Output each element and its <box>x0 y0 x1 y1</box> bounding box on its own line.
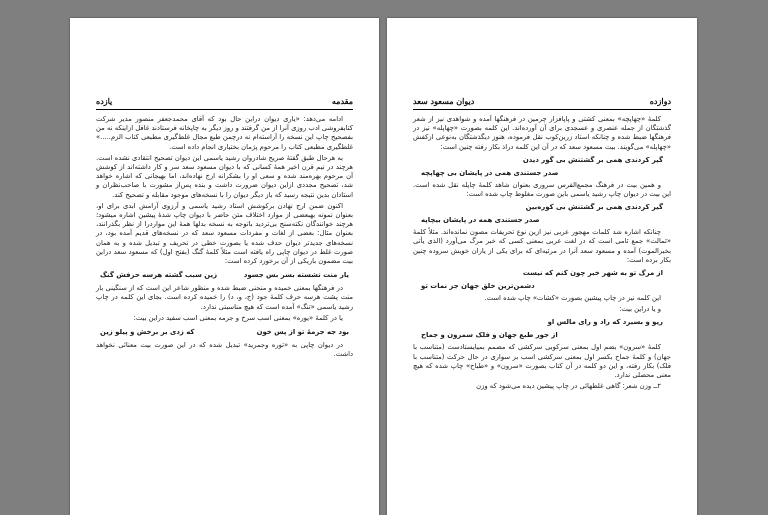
header-title: مقدمه <box>331 96 353 106</box>
page-left <box>70 18 379 515</box>
paragraph: در دیوان چاپی به «توره وجمرید» تبدیل شده که در این صورت بیت معنائی نخواهد داشت. <box>96 341 353 359</box>
paragraph: چنانکه اشاره شد کلمات مهجور عربی نیز ازین نوع تحریفات مصون نمانده‌اند. مثلاً کلمهٔ «ثمالت» جمع ثامی است که در لغت عربی بمعنی کسی که خبر مرگ می‌آورد (الذی یأتی بخبرالموت) آمده و مسعود سعد آنرا در مرثیه‌ای که برای یکی از یاران خویش سروده چنین بکار برده است: <box>413 228 671 264</box>
paragraph: اکنون ضمن ارج نهادن برکوشش استاد رشید یاسمی و آرزوی آرامش ابدی برای او، بعنوان نمونه بهبعضی از موارد اختلاف متن حاضر با دیوان چاپ شدهٔ پیشین اشاره میشود؛ هرچند خوانندگان نکته‌سنج بی‌تردید باتوجه به نسخه بدلها همهٔ این مواردرا از نظر بگذرانند، بعنوان مثال: بعضی از لغات و مفردات مسعود سعد که در نسخه‌های قدیم آمده بود، در نسخه‌های جدیدتر دیوان حدف شده یا بصورت خطی در تحریف و تبدیل شده و به همان صورت غلط در دیوان چاپی راه یافته است مثلاً کلمهٔ گنگ (بفتح اول) که مسعود سعد دراین بیت مضمون باریکی از آن برخورد کرده است: <box>96 201 353 266</box>
verse-line: ریو و بسیرد که راد و رای مالس او <box>547 318 663 327</box>
verse-hemistich-left: زین سبب گشته هرسه حرفش گنگ <box>100 271 218 280</box>
page-body <box>413 115 671 393</box>
verse-line: صدر جستندی همه در پایشان بیچاپه <box>421 216 540 225</box>
paragraph: در فرهنگها بمعنی خمیده و منحنی ضبط شده و منظور شاعر این است که از سنگینی بار منت پشت هرسه حرف کلمهٔ جود (ج، و، د) را خمیده کرده است. بجای این کلمه در چاپ رشید یاسمی «تنگ» آمده است که هیچ مناسبتی ندارد. <box>96 284 353 311</box>
paragraph: ۲ــ وزن شعر: گاهی غلطهائی در چاپ پیشین دیده می‌شود که وزن <box>476 382 661 391</box>
verse-hemistich-right: بود جه جرمهٔ تو از پس خون <box>256 328 349 337</box>
verse-line: گیر کردندی همی بر گشتنش بی گور دیدن <box>522 155 663 164</box>
verse-line: صدر جستندی همی در پایشان بی چهاپچه <box>421 168 559 177</box>
verse-couplet <box>100 327 349 337</box>
running-head <box>96 95 353 110</box>
page-body <box>96 115 353 361</box>
paragraph: و همین بیت در فرهنگ مجمع‌الفرس سروری بعنوان شاهد کلمهٔ چاپله نقل شده است. این بیت در دیوان چاپ رشید یاسمی باین صورت مغلوط چاپ شده است: <box>413 180 671 199</box>
verse-line: از جور طبع جهان و فلک سمرون و جماح <box>421 331 558 340</box>
paragraph: این کلمه نیز در چاپ پیشین بصورت «کشات» چاپ شده است. <box>484 294 661 303</box>
paragraph: کلمهٔ «سرون» بضم اول بمعنی سرکوبی سرکشی که مصمم بمیایستادست (متناسب با جهان) و کلمهٔ جماح بکسر اول بمعنی سرکشی اسب بر سواری در حال حرکت (متناسب با فلک) بکار رفته، و این دو کلمه در آن کتاب بصورت «سرون» و «طباح» چاپ شده که هیچ معنی محصلی ندارد. <box>413 343 671 380</box>
paragraph: ادامه می‌دهد: «یاری دیوان دراین حال بود که آقای محمدجعفر منصور مدیر شرکت کتابفروشی ادب روزی آنرا از من گرفتند و روز دیگر به چاپخانه فرستادند غافل ازاینکه نه من بفصحیح چاپ این نسخه را آراسته‌ام نه درچمن طبع مجال غلط‌گیری مطبعی کتاب الزم.....» غلطگیری مطبعی کتاب را مرحوم پژمان بختیاری انجام داده است. <box>96 115 353 151</box>
verse-hemistich-left: که زدی بر برخش و پیلو زین <box>100 328 195 337</box>
page-number: یازده <box>96 96 113 106</box>
paragraph: کلمهٔ «چهاپچه» بمعنی کشتی و پاپافزار چرمین در فرهنگها آمده و شواهدی نیز از شعر گذشتگان از جمله عنصری و عسجدی برای آن آورده‌اند. این کلمه بصورت «چهاپله» نیز در فرهنگها ضبط شده و چنانکه استاد زرین‌کوب نقل فرموده، هنوز دیگذشتگان به‌نوعی ازکفش «چهاپله» می‌گویند. بیت مسعود سعد که در آن این کلمه دراذ بکار رفته چنین است: <box>413 115 671 151</box>
verse-line: گیر کردندی همی بر گشتنش بی کوره‌بین <box>525 203 663 212</box>
header-title: دیوان مسعود سعد <box>413 96 475 106</box>
running-head <box>413 95 671 110</box>
verse-line: از مرگ تو به شهر خبر چون کنم که نیست <box>522 269 663 278</box>
verse-hemistich-right: یار منت تشسته بسر بس جسود <box>243 271 349 280</box>
paragraph: به هرحال طبق گفتهٔ صریح شادروان رشید یاسمی این دیوان تصحیح انتقادی نشده است. هرچند در نیم قرن اخیر همهٔ کسانی که با دیوان مسعود سعد سر و کار داشته‌اند از کوشش آن مرحوم بهره‌مند شده و سعی او را بشکرانه ارج نهاده‌اند، اما بهیجانی که اشاره خواهد شد، تصحیح مجددی ازاین دیوان ضرورت داشت و بنده پس‌از مشورت با صاحب‌نظران و استادان بدین نتیجه رسید که باز دیگر دیوان را با نسخه‌های موجود مقابله و تصحیح کند. <box>96 153 353 199</box>
paragraph: و یا دراین بیت: <box>619 305 661 314</box>
page-number: دوازده <box>649 96 671 106</box>
paragraph: یا در کلمهٔ «یوره» بمعنی اسب سرخ و جرمه بمعنی اسب سفید دراین بیت: <box>133 313 343 322</box>
verse-couplet <box>100 270 349 280</box>
verse-line: دشمن‌ترین خلق جهان جز نمات تو <box>421 282 535 291</box>
page-right <box>387 18 697 515</box>
